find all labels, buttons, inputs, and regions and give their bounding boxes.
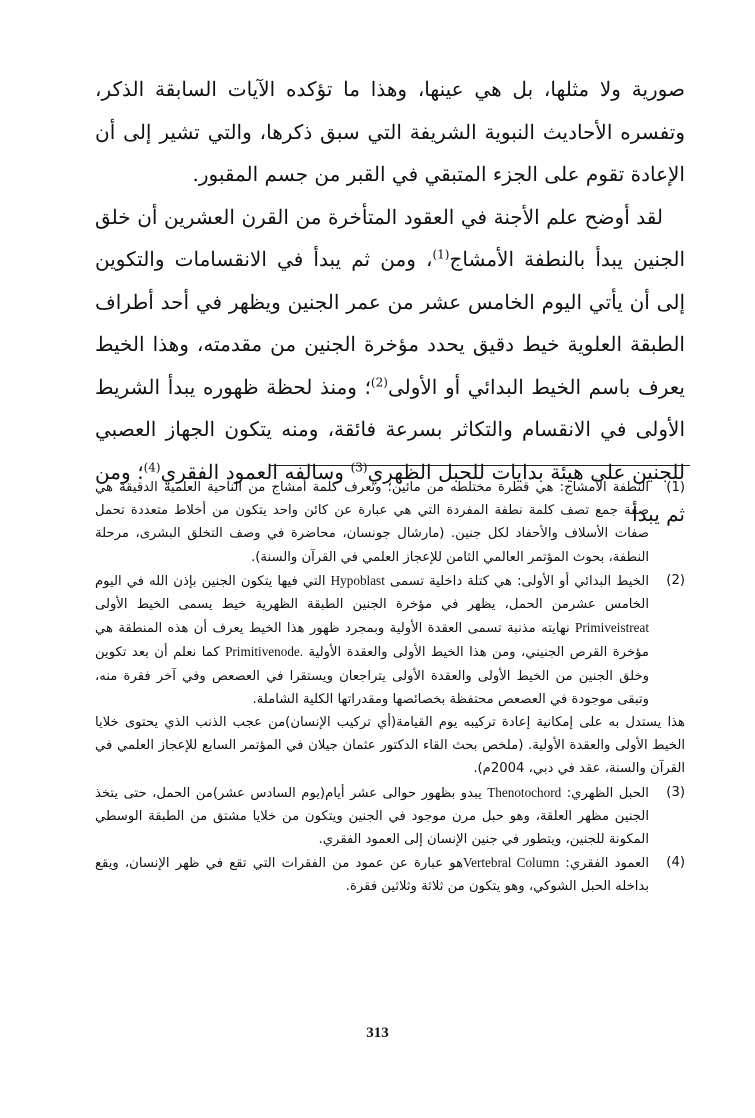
footnote-3-part-b: يبدو بظهور حوالى عشر أيام(يوم السادس عشر)من الحمل، حتى يتخذ الجنين مظهر العلقة، وهو حبل مرن موجود في الجنين ويتكون من خلايا مشتق من الطبقة الوسطي المكونة للجنين، ويتطور في جنين الإنسان إلى العمود الفقري. [95,785,649,848]
footnote-2-text [95,569,649,711]
footnote-2-term-primitive-node: Primitivenode. [225,644,304,660]
paragraph-2-part-c: ؛ ومنذ لحظة ظهوره يبدأ الشريط الأولى في الانقسام والتكاثر بسرعة فائقة، ومنه يتكون الجهاز العصبي للجنين على هيئة بدايات للحبل الظهري [95,374,686,484]
footnote-3-part-a: الحبل الظهري: [566,785,649,801]
footnote-3-text [95,781,649,852]
footnote-4-term-vertebral-column: Vertebral Column [463,855,560,871]
footnote-2-term-primitive-streak: Primiveistreat [575,620,649,636]
footnote-2-continuation: هذا يستدل به على إمكانية إعادة تركيبه يوم القيامة(أي تركيب الإنسان)من عجب الذنب الذي يحتوى خلايا الخيط الأولى والعقدة الأولية. (ملخص بحث القاء الدكتور عثمان جيلان في المؤتمر السابع للإعجاز العلمي في القرآن والسنة، عقد في دبي، 2004م). [95,715,685,777]
paragraph-2-part-b: ، ومن ثم يبدأ في الانقسامات والتكوين إلى أن يأتي اليوم الخامس عشر من عمر الجنين ويظهر في أحد أطراف الطبقة العلوية خيط دقيق يحدد مؤخرة الجنين من مقدمته، وهذا الخيط يعرف باسم الخيط البدائي أو الأولى [95,247,685,399]
footnote-separator [270,465,690,466]
footnote-1-text: النطفة الأمشاج: هي قطرة مختلطه من مائين؛ وتعرف كلمة أمشاج من الناحية العلمية الدقيقة هي صفة جمع تصف كلمة نطفة المفردة التي هي عبارة عن كائن واحد يتكون من أخلاط متعددة تحمل صفات الأسلاف والأحفاد لكل جنين. (مارشال جونسان، محاضرة في وصف التخلق البشرى، مرحلة النطفة، بحوث المؤتمر العالمي الثامن للإعجاز العلمي في القرآن والسنة). [95,480,649,565]
footnote-2-part-a: الخيط البدائي أو الأولى: هي كتلة داخلية تسمى [389,573,649,589]
footnote-2-part-c: نهايته مذنبة تسمى العقدة الأولية وبمجرد ظهور هذا الخيط يعرف أن هذه المنطقة هي مؤخرة القرص الجنيني، ومن هذا الخيط الأولى والعقدة الأولية [95,621,649,661]
footnote-2-term-hypoblast: Hypoblast [330,572,385,588]
footnote-4-part-b: هو عبارة عن عمود من الفقرات التي تقع في ظهر الإنسان، ويقع بداخله الحبل الشوكي، وهو يتكون من ثلاثة وثلاثين فقرة. [95,856,649,895]
footnote-1 [95,476,685,569]
footnote-3-number: (3) [666,784,685,800]
paragraph-2-part-e: ؛ ومن ثم يبدأ [95,459,685,526]
footnote-ref-4: (4) [143,459,161,474]
footnote-1-number: (1) [666,480,685,495]
footnote-3-term-notochord: Thenotochord [487,784,562,800]
footnote-4 [95,851,685,898]
footnote-4-text [95,851,649,898]
footnote-3 [95,781,685,852]
footnote-2 [95,569,685,711]
footnote-4-part-a: العمود الفقري: [565,856,649,872]
paragraph-2-part-a: لقد أوضح علم الأجنة في العقود المتأخرة من القرن العشرين أن خلق الجنين يبدأ بالنطفة الأمشاج [95,204,686,271]
paragraph-1: صورية ولا مثلها، بل هي عينها، وهذا ما تؤكده الآيات السابقة الذكر، وتفسره الأحاديث النبوية الشريفة التي سبق ذكرها، والتي تشير إلى أن الإعادة تقوم على الجزء المتبقي في القبر من جسم المقبور. [95,77,685,186]
paragraph-2-part-d: وسالفه العمود الفقري [160,459,351,484]
footnote-2-number: (2) [666,572,685,588]
footnote-2-part-b: التي فيها يتكون الجنين بإذن الله في اليوم الخامس عشرمن الحمل، يظهر في مؤخرة الجنين الطبقة الظهرية خيط يسمى الخيط الأولى [95,573,649,613]
footnote-4-number: (4) [666,855,685,871]
page-number: 313 [366,1025,389,1041]
footnote-ref-1: (1) [432,247,450,262]
footnote-ref-2: (2) [370,374,388,389]
footnote-ref-3: (3) [350,459,368,474]
footnote-2-part-d: كما نعلم أن بعد تكوين وخلق الجنين من الخيط الأولى والعقدة الأولى يتراجعان ويستقرا في العصعص وفي آخر فقرة منه، وتبقى موجودة في العصعص محتفظة بخصائصها ومقدراتها الكلية الشاملة. [95,645,649,707]
footnotes [95,476,685,899]
